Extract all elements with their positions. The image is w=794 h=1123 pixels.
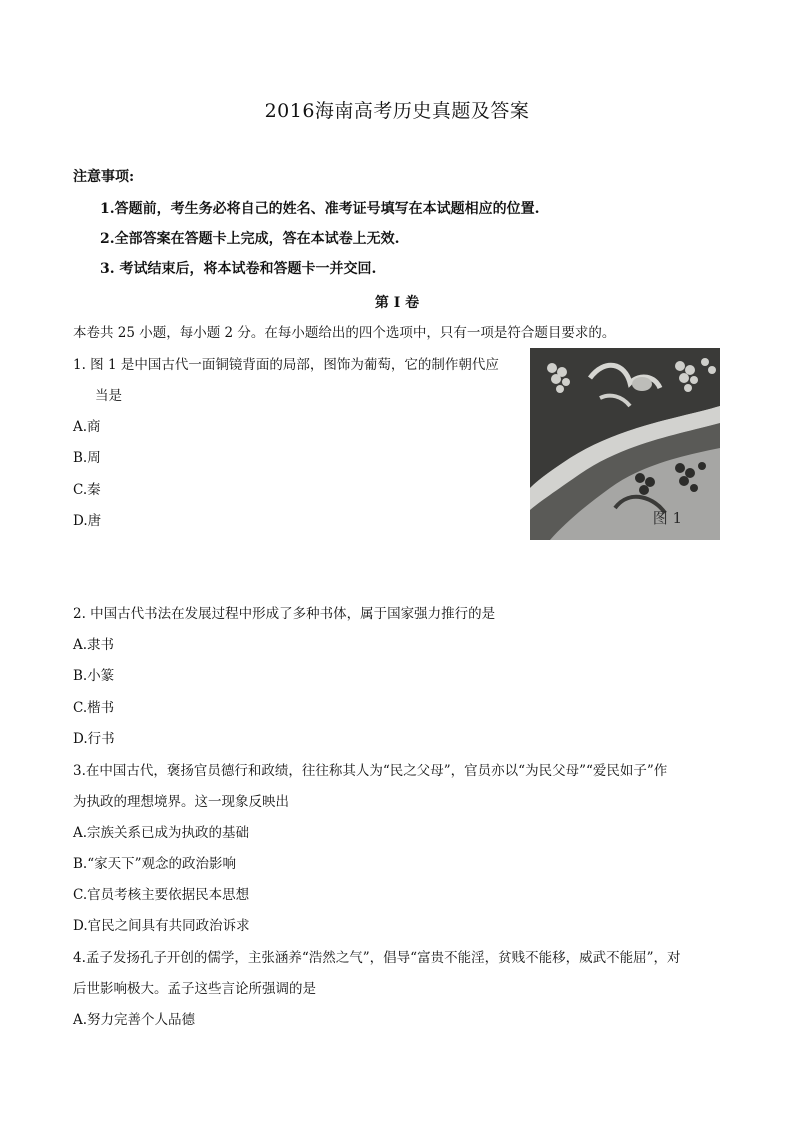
question-3-option-b: B.“家天下”观念的政治影响 — [73, 856, 237, 872]
question-3-option-c: C.官员考核主要依据民本思想 — [73, 887, 250, 903]
question-2-option-b: B.小篆 — [73, 668, 115, 684]
question-4-stem-cont: 后世影响极大。孟子这些言论所强调的是 — [73, 981, 316, 997]
section-title: 第 Ⅰ 卷 — [374, 295, 420, 311]
question-1-stem-cont: 当是 — [95, 388, 122, 404]
question-1-option-b: B.周 — [73, 450, 101, 466]
bronze-mirror-grape-icon — [530, 348, 720, 540]
figure-caption: 图 1 — [652, 509, 682, 527]
question-1-option-c: C.秦 — [73, 482, 101, 498]
question-1-option-d: D.唐 — [73, 513, 102, 529]
question-2-option-d: D.行书 — [73, 731, 115, 747]
notice-item: 1.答题前，考生务必将自己的姓名、准考证号填写在本试题相应的位置. — [100, 201, 540, 217]
question-1-stem: 1. 图 1 是中国古代一面铜镜背面的局部，图饰为葡萄，它的制作朝代应 — [73, 357, 499, 373]
question-3-stem-cont: 为执政的理想境界。这一现象反映出 — [73, 794, 289, 810]
question-4-stem: 4.孟子发扬孔子开创的儒学，主张涵养“浩然之气”，倡导“富贵不能淫，贫贱不能移，威武不能屈”，对 — [73, 950, 681, 966]
question-2-option-a: A.隶书 — [73, 637, 115, 653]
question-3-option-a: A.宗族关系已成为执政的基础 — [73, 825, 250, 841]
question-1-option-a: A.商 — [73, 419, 101, 435]
notice-heading: 注意事项: — [73, 169, 135, 185]
question-4-option-a: A.努力完善个人品德 — [73, 1012, 196, 1028]
question-2-option-c: C.楷书 — [73, 700, 115, 716]
question-3-option-d: D.官民之间具有共同政治诉求 — [73, 918, 250, 934]
question-3-stem: 3.在中国古代，褒扬官员德行和政绩，往往称其人为“民之父母”，官员亦以“为民父母”“爱民如子”作 — [73, 763, 668, 779]
page-title: 2016海南高考历史真题及答案 — [264, 100, 530, 122]
bronze-mirror-figure — [530, 348, 720, 540]
section-intro: 本卷共 25 小题，每小题 2 分。在每小题给出的四个选项中，只有一项是符合题目要求的。 — [73, 325, 616, 341]
notice-item: 3. 考试结束后，将本试卷和答题卡一并交回. — [100, 261, 377, 277]
question-2-stem: 2. 中国古代书法在发展过程中形成了多种书体，属于国家强力推行的是 — [73, 606, 496, 622]
notice-item: 2.全部答案在答题卡上完成，答在本试卷上无效. — [100, 231, 400, 247]
